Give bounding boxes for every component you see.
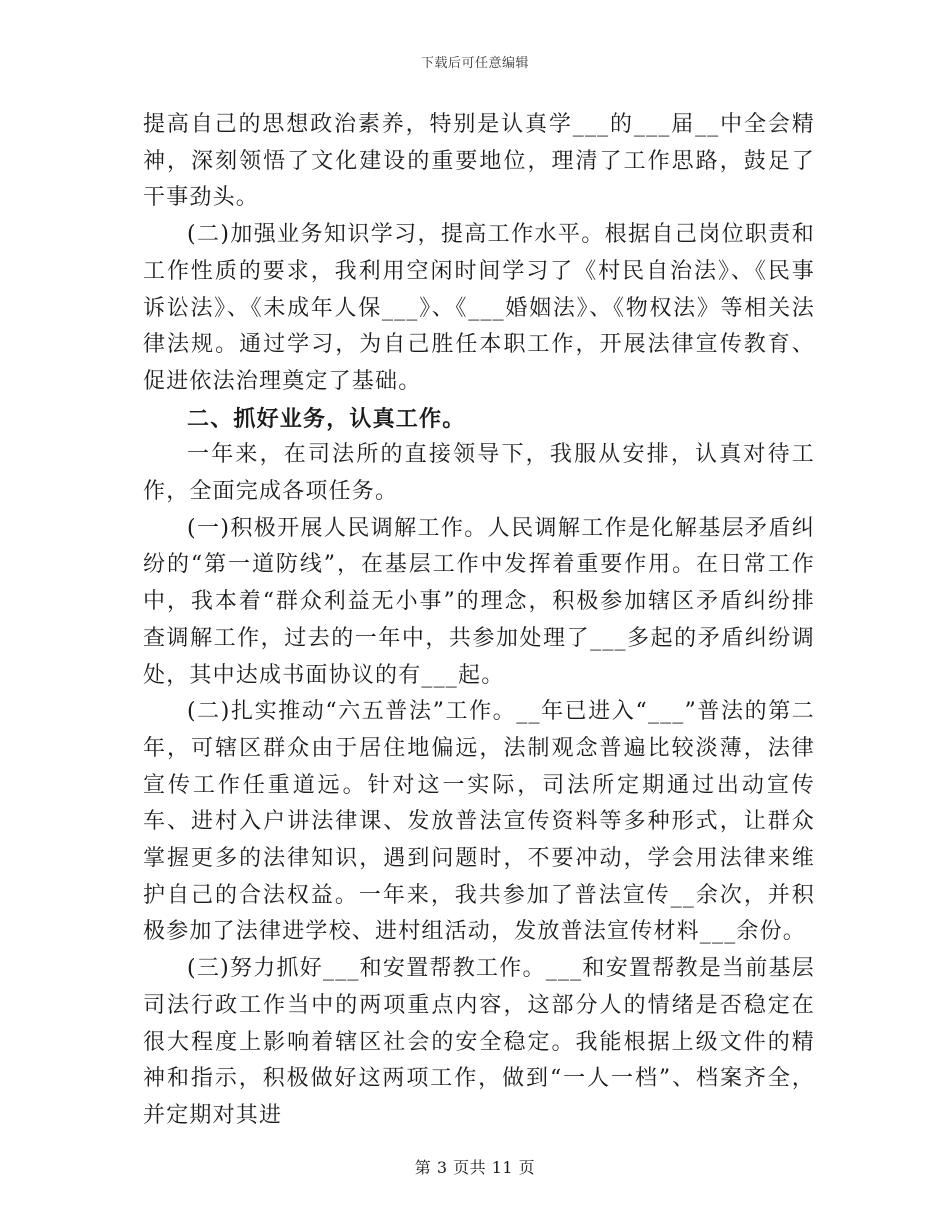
paragraph-continuation: 提高自己的思想政治素养，特别是认真学___的___届__中全会精神，深刻领悟了文化建设的重要地位，理清了工作思路，鼓足了干事劲头。 — [143, 112, 815, 211]
paragraph-year-summary: 一年来，在司法所的直接领导下，我服从安排，认真对待工作，全面完成各项任务。 — [143, 442, 815, 505]
paragraph-mediation-work: (一)积极开展人民调解工作。人民调解工作是化解基层矛盾纠纷的“第一道防线”，在基层工作中发挥着重要作用。在日常工作中，我本着“群众利益无小事”的理念，积极参加辖区矛盾纠纷排查调解工作，过去的一年中，共参加处理了___多起的矛盾纠纷调处，其中达成书面协议的有___起。 — [143, 515, 815, 688]
page-header: 下载后可任意编辑 — [420, 56, 529, 71]
paragraph-resettlement-work: (三)努力抓好___和安置帮教工作。___和安置帮教是当前基层司法行政工作当中的两项重点内容，这部分人的情绪是否稳定在很大程度上影响着辖区社会的安全稳定。我能根据上级文件的精神和指示，积极做好这两项工作，做到“一人一档”、档案齐全，并定期对其进 — [143, 956, 815, 1128]
paragraph-study-business-knowledge: (二)加强业务知识学习，提高工作水平。根据自己岗位职责和工作性质的要求，我利用空闲时间学习了《村民自治法》、《民事诉讼法》、《未成年人保___》、《___婚姻法》、《物权法》等相关法律法规。通过学习，为自己胜任本职工作，开展法律宣传教育、促进依法治理奠定了基础。 — [143, 222, 815, 394]
section-heading-work: 二、抓好业务，认真工作。 — [187, 405, 466, 432]
paragraph-legal-education: (二)扎实推动“六五普法”工作。__年已进入“___”普法的第二年，可辖区群众由于居住地偏远，法制观念普遍比较淡薄，法律宣传工作任重道远。针对这一实际，司法所定期通过出动宣传车、进村入户讲法律课、发放普法宣传资料等多种形式，让群众掌握更多的法律知识，遇到问题时，不要冲动，学会用法律来维护自己的合法权益。一年来，我共参加了普法宣传__余次，并积极参加了法律进学校、进村组活动，发放普法宣传材料___余份。 — [143, 699, 815, 945]
page-number-footer: 第 3 页共 11 页 — [414, 1158, 536, 1177]
document-body — [143, 107, 815, 1135]
